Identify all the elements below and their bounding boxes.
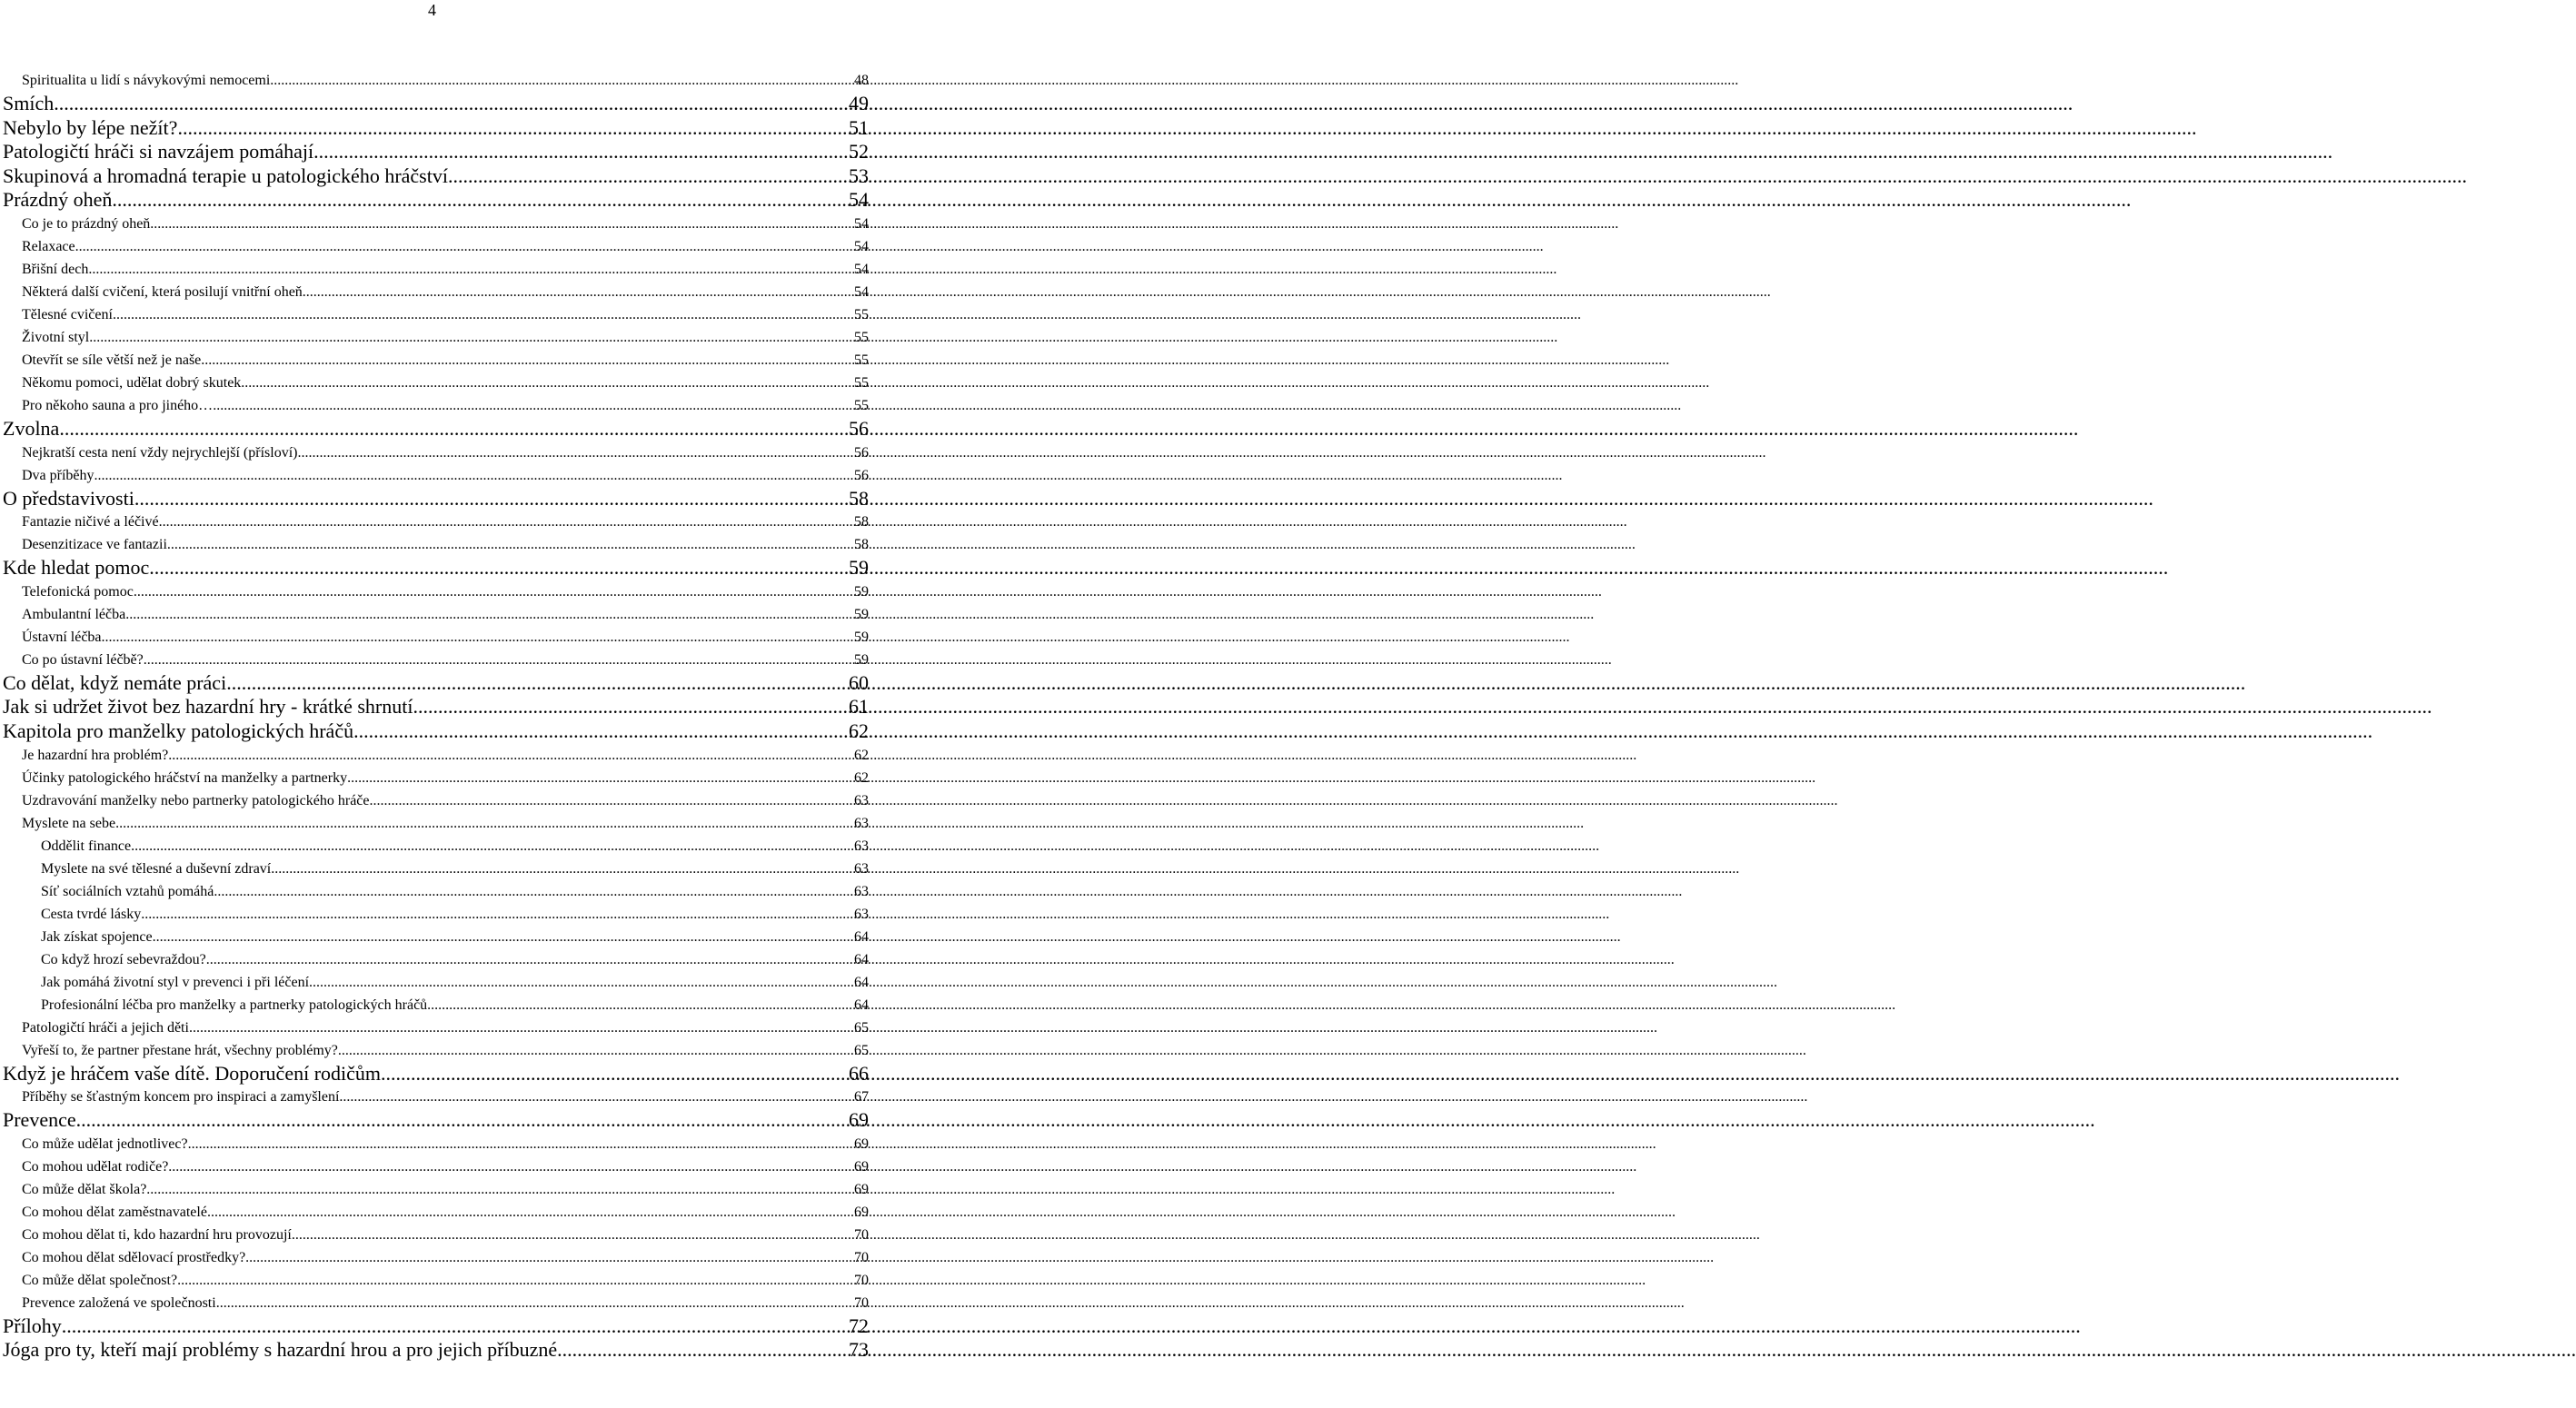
toc-entry-title: Přílohy xyxy=(3,1314,62,1337)
toc-entry-page-number: 55 xyxy=(854,352,869,368)
toc-dot-leader xyxy=(153,926,853,948)
toc-dot-leader xyxy=(347,767,853,789)
toc-dot-leader xyxy=(177,116,848,141)
toc-entry-title: Nejkratší cesta není vždy nejrychlejší (přísloví) xyxy=(22,444,298,461)
toc-entry-page-number: 53 xyxy=(849,164,869,187)
toc-entry[interactable] xyxy=(0,1039,872,1062)
toc-dot-leader xyxy=(207,1201,853,1224)
toc-entry[interactable] xyxy=(0,1086,872,1108)
toc-entry[interactable] xyxy=(0,394,872,417)
toc-dot-leader xyxy=(339,1086,853,1108)
toc-dot-leader xyxy=(168,744,853,767)
toc-entry-page-number: 59 xyxy=(854,606,869,622)
toc-entry-page-number: 69 xyxy=(854,1135,869,1152)
toc-entry[interactable] xyxy=(0,1201,872,1224)
toc-entry[interactable] xyxy=(0,556,872,580)
toc-entry-page-number: 69 xyxy=(854,1204,869,1220)
toc-dot-leader xyxy=(557,1338,848,1363)
table-of-contents xyxy=(0,69,872,1363)
toc-entry-page-number: 59 xyxy=(849,556,869,580)
toc-entry-title: Co mohou udělat rodiče? xyxy=(22,1158,169,1175)
toc-entry[interactable] xyxy=(0,281,872,303)
toc-dot-leader xyxy=(292,1224,853,1246)
toc-entry[interactable] xyxy=(0,926,872,948)
toc-entry-page-number: 64 xyxy=(854,951,869,967)
toc-entry-title: Fantazie ničivé a léčivé xyxy=(22,514,159,530)
toc-entry-page-number: 64 xyxy=(854,974,869,990)
toc-entry[interactable] xyxy=(0,349,872,372)
toc-dot-leader xyxy=(313,140,848,164)
toc-entry-page-number: 70 xyxy=(854,1272,869,1288)
toc-entry-title: Jóga pro ty, kteří mají problémy s hazardní hrou a pro jejich příbuzné xyxy=(3,1338,558,1362)
toc-entry-title: Prázdný oheň xyxy=(3,188,113,212)
toc-entry-title: Je hazardní hra problém? xyxy=(22,747,169,763)
toc-entry-title: Desenzitizace ve fantazii xyxy=(22,537,167,553)
toc-entry[interactable] xyxy=(0,971,872,994)
toc-dot-leader xyxy=(338,1039,853,1062)
toc-entry-title: Životní styl xyxy=(22,329,90,345)
toc-entry[interactable] xyxy=(0,140,872,164)
toc-entry-title: Jak získat spojence xyxy=(41,928,153,945)
toc-entry[interactable] xyxy=(0,511,872,533)
toc-entry[interactable] xyxy=(0,903,872,926)
toc-dot-leader xyxy=(159,511,853,533)
toc-entry-page-number: 54 xyxy=(849,188,869,212)
toc-dot-leader xyxy=(188,1133,853,1155)
toc-entry-title: Účinky patologického hráčství na manželky a partnerky xyxy=(22,769,348,786)
toc-entry[interactable] xyxy=(0,487,872,511)
toc-entry-title: Dva příběhy xyxy=(22,467,94,483)
toc-dot-leader xyxy=(168,1155,853,1178)
toc-entry-title: Břišní dech xyxy=(22,261,89,277)
toc-dot-leader xyxy=(134,580,853,603)
toc-entry[interactable] xyxy=(0,464,872,487)
toc-entry-page-number: 64 xyxy=(854,928,869,945)
toc-dot-leader xyxy=(144,649,853,671)
toc-entry-title: Otevřít se síle větší než je naše xyxy=(22,352,202,368)
toc-entry-title: Uzdravování manželky nebo partnerky patologického hráče xyxy=(22,792,370,808)
toc-entry-page-number: 56 xyxy=(849,416,869,440)
toc-entry-title: Patologičtí hráči a jejich děti xyxy=(22,1019,189,1036)
toc-entry-page-number: 58 xyxy=(854,537,869,553)
toc-entry-title: Když je hráčem vaše dítě. Doporučení rodičům xyxy=(3,1061,382,1085)
toc-entry[interactable] xyxy=(0,948,872,971)
toc-entry-title: Myslete na sebe xyxy=(22,815,116,831)
toc-dot-leader xyxy=(177,1269,853,1292)
toc-entry[interactable] xyxy=(0,1155,872,1178)
toc-entry-title: Co může udělat jednotlivec? xyxy=(22,1135,188,1152)
toc-entry[interactable] xyxy=(0,213,872,235)
toc-entry-title: Skupinová a hromadná terapie u patologického hráčství xyxy=(3,164,448,187)
toc-entry[interactable] xyxy=(0,1108,872,1133)
toc-entry[interactable] xyxy=(0,880,872,903)
toc-entry-page-number: 62 xyxy=(854,769,869,786)
toc-entry-title: Co může dělat společnost? xyxy=(22,1272,178,1288)
toc-entry-page-number: 58 xyxy=(854,514,869,530)
toc-entry-title: Co může dělat škola? xyxy=(22,1181,147,1197)
toc-dot-leader xyxy=(214,880,853,903)
toc-dot-leader xyxy=(189,1016,853,1039)
toc-entry-title: Jak si udržet život bez hazardní hry - krátké shrnutí xyxy=(3,695,413,719)
toc-entry[interactable] xyxy=(0,235,872,258)
toc-dot-leader xyxy=(89,326,853,349)
toc-entry-page-number: 66 xyxy=(849,1061,869,1085)
toc-dot-leader xyxy=(303,281,853,303)
toc-entry[interactable] xyxy=(0,767,872,789)
toc-dot-leader xyxy=(370,789,853,812)
toc-entry-title: Síť sociálních vztahů pomáhá xyxy=(41,883,214,899)
toc-entry-page-number: 62 xyxy=(849,719,869,742)
toc-entry-page-number: 54 xyxy=(854,215,869,232)
toc-dot-leader xyxy=(94,464,853,487)
toc-entry[interactable] xyxy=(0,580,872,603)
toc-entry-page-number: 55 xyxy=(854,374,869,391)
toc-entry-title: Prevence založená ve společnosti xyxy=(22,1294,216,1311)
toc-entry[interactable] xyxy=(0,417,872,441)
toc-entry[interactable] xyxy=(0,671,872,696)
toc-entry[interactable] xyxy=(0,1338,872,1363)
toc-entry[interactable] xyxy=(0,695,872,719)
toc-dot-leader xyxy=(309,971,853,994)
toc-entry-page-number: 55 xyxy=(854,306,869,322)
toc-entry[interactable] xyxy=(0,164,872,189)
toc-entry-page-number: 60 xyxy=(849,670,869,694)
toc-entry[interactable] xyxy=(0,258,872,281)
toc-entry[interactable] xyxy=(0,649,872,671)
toc-entry[interactable] xyxy=(0,116,872,141)
toc-entry-page-number: 51 xyxy=(849,115,869,139)
toc-entry-page-number: 63 xyxy=(854,838,869,854)
toc-entry[interactable] xyxy=(0,1224,872,1246)
toc-dot-leader xyxy=(75,235,853,258)
page-number: 4 xyxy=(428,1,436,19)
toc-entry-page-number: 59 xyxy=(854,583,869,600)
toc-entry-page-number: 65 xyxy=(854,1019,869,1036)
toc-entry-page-number: 52 xyxy=(849,140,869,164)
toc-dot-leader xyxy=(102,626,853,649)
toc-dot-leader xyxy=(201,349,853,372)
toc-entry-page-number: 62 xyxy=(854,747,869,763)
toc-dot-leader xyxy=(112,188,848,213)
toc-dot-leader xyxy=(213,394,853,417)
toc-entry[interactable] xyxy=(0,188,872,213)
toc-entry-page-number: 69 xyxy=(854,1158,869,1175)
toc-entry-title: Prevence xyxy=(3,1108,76,1132)
toc-entry-title: Ústavní léčba xyxy=(22,629,102,645)
toc-dot-leader xyxy=(131,835,853,858)
toc-entry-title: Zvolna xyxy=(3,416,60,440)
toc-entry[interactable] xyxy=(0,69,872,92)
toc-entry[interactable] xyxy=(0,1133,872,1155)
toc-entry-page-number: 63 xyxy=(854,906,869,922)
toc-entry[interactable] xyxy=(0,626,872,649)
toc-entry-page-number: 55 xyxy=(854,397,869,413)
toc-entry-title: Oddělit finance xyxy=(41,838,132,854)
toc-entry[interactable] xyxy=(0,441,872,464)
toc-entry[interactable] xyxy=(0,1314,872,1339)
toc-entry-title: Co po ústavní léčbě? xyxy=(22,651,144,668)
toc-entry-page-number: 56 xyxy=(854,467,869,483)
toc-entry[interactable] xyxy=(0,303,872,326)
toc-dot-leader xyxy=(448,164,848,189)
toc-entry-title: O představivosti xyxy=(3,486,134,510)
toc-entry[interactable] xyxy=(0,1292,872,1314)
toc-entry-page-number: 69 xyxy=(854,1181,869,1197)
toc-dot-leader xyxy=(241,372,853,394)
toc-entry-title: Spiritualita u lidí s návykovými nemocemi xyxy=(22,73,271,88)
toc-entry-page-number: 63 xyxy=(854,883,869,899)
toc-entry[interactable] xyxy=(0,835,872,858)
toc-entry[interactable] xyxy=(0,1016,872,1039)
toc-dot-leader xyxy=(270,69,853,92)
toc-dot-leader xyxy=(113,303,853,326)
toc-dot-leader xyxy=(54,92,848,116)
toc-dot-leader xyxy=(206,948,853,971)
toc-entry-page-number: 63 xyxy=(854,815,869,831)
toc-entry[interactable] xyxy=(0,858,872,880)
toc-entry-page-number: 69 xyxy=(849,1108,869,1132)
toc-entry-title: Nebylo by lépe nežít? xyxy=(3,115,178,139)
toc-dot-leader xyxy=(226,671,848,696)
toc-entry[interactable] xyxy=(0,372,872,394)
toc-entry-title: Ambulantní léčba xyxy=(22,606,126,622)
toc-entry-page-number: 59 xyxy=(854,629,869,645)
toc-dot-leader xyxy=(216,1292,853,1314)
toc-dot-leader xyxy=(149,556,848,580)
toc-entry[interactable] xyxy=(0,719,872,744)
toc-entry-title: Pro někoho sauna a pro jiného… xyxy=(22,397,214,413)
toc-entry[interactable] xyxy=(0,1178,872,1201)
toc-entry-page-number: 70 xyxy=(854,1226,869,1243)
toc-entry-title: Příběhy se šťastným koncem pro inspiraci a zamyšlení xyxy=(22,1089,340,1106)
toc-dot-leader xyxy=(381,1062,848,1086)
toc-entry-title: Co mohou dělat sdělovací prostředky? xyxy=(22,1249,246,1265)
toc-entry-title: Cesta tvrdé lásky xyxy=(41,906,142,922)
toc-entry-page-number: 56 xyxy=(854,444,869,461)
toc-dot-leader xyxy=(88,258,853,281)
toc-dot-leader xyxy=(59,417,848,441)
toc-entry-title: Patologičtí hráči si navzájem pomáhají xyxy=(3,140,314,164)
toc-entry-page-number: 49 xyxy=(849,92,869,114)
toc-entry-page-number: 67 xyxy=(854,1089,869,1106)
toc-entry-page-number: 63 xyxy=(854,792,869,808)
toc-entry[interactable] xyxy=(0,994,872,1016)
toc-entry[interactable] xyxy=(0,1062,872,1086)
toc-dot-leader xyxy=(62,1314,848,1339)
toc-entry[interactable] xyxy=(0,533,872,556)
toc-entry-title: Co dělat, když nemáte práci xyxy=(3,670,227,694)
toc-entry-page-number: 70 xyxy=(854,1294,869,1311)
toc-entry-page-number: 65 xyxy=(854,1042,869,1058)
toc-dot-leader xyxy=(245,1246,853,1269)
toc-entry-title: Myslete na své tělesné a duševní zdraví xyxy=(41,860,272,877)
toc-dot-leader xyxy=(150,213,853,235)
toc-entry-title: Vyřeší to, že partner přestane hrát, všechny problémy? xyxy=(22,1042,338,1058)
toc-entry-title: Co mohou dělat zaměstnavatelé xyxy=(22,1204,207,1220)
toc-dot-leader xyxy=(115,812,853,835)
toc-entry[interactable] xyxy=(0,326,872,349)
toc-entry-title: Někomu pomoci, udělat dobrý skutek xyxy=(22,374,242,391)
toc-entry-title: Relaxace xyxy=(22,238,75,254)
toc-dot-leader xyxy=(125,603,853,626)
toc-dot-leader xyxy=(76,1108,848,1133)
toc-entry-title: Co je to prázdný oheň xyxy=(22,215,151,232)
toc-entry-page-number: 64 xyxy=(854,997,869,1013)
toc-entry-page-number: 63 xyxy=(854,860,869,877)
toc-entry[interactable] xyxy=(0,603,872,626)
toc-entry-page-number: 54 xyxy=(854,238,869,254)
toc-dot-leader xyxy=(141,903,853,926)
toc-entry[interactable] xyxy=(0,92,872,116)
toc-entry[interactable] xyxy=(0,812,872,835)
toc-dot-leader xyxy=(427,994,853,1016)
toc-entry-page-number: 61 xyxy=(849,695,869,719)
toc-dot-leader xyxy=(413,695,848,719)
toc-entry-page-number: 48 xyxy=(854,73,869,88)
toc-entry-title: Co když hrozí sebevraždou? xyxy=(41,951,206,967)
toc-entry-page-number: 70 xyxy=(854,1249,869,1265)
toc-entry-title: Profesionální léčba pro manželky a partnerky patologických hráčů xyxy=(41,997,428,1013)
toc-dot-leader xyxy=(134,487,848,511)
toc-entry[interactable] xyxy=(0,1246,872,1269)
toc-dot-leader xyxy=(297,441,853,464)
toc-entry[interactable] xyxy=(0,1269,872,1292)
toc-dot-leader xyxy=(271,858,853,880)
toc-entry-title: Co mohou dělat ti, kdo hazardní hru provozují xyxy=(22,1226,292,1243)
toc-entry-page-number: 55 xyxy=(854,329,869,345)
toc-dot-leader xyxy=(167,533,853,556)
toc-entry-title: Kapitola pro manželky patologických hráčů xyxy=(3,719,354,742)
toc-dot-leader xyxy=(353,719,848,744)
toc-entry-page-number: 54 xyxy=(854,283,869,300)
toc-entry-page-number: 72 xyxy=(849,1314,869,1337)
toc-entry-title: Kde hledat pomoc xyxy=(3,556,150,580)
toc-dot-leader xyxy=(146,1178,853,1201)
toc-entry-page-number: 73 xyxy=(849,1338,869,1362)
toc-entry-page-number: 58 xyxy=(849,486,869,510)
toc-entry-title: Smích xyxy=(3,92,55,114)
toc-entry-page-number: 59 xyxy=(854,651,869,668)
toc-entry[interactable] xyxy=(0,744,872,767)
toc-entry[interactable] xyxy=(0,789,872,812)
toc-entry-title: Tělesné cvičení xyxy=(22,306,113,322)
toc-entry-title: Některá další cvičení, která posilují vnitřní oheň xyxy=(22,283,303,300)
toc-entry-title: Jak pomáhá životní styl v prevenci i při léčení xyxy=(41,974,310,990)
toc-entry-page-number: 54 xyxy=(854,261,869,277)
toc-entry-title: Telefonická pomoc xyxy=(22,583,134,600)
